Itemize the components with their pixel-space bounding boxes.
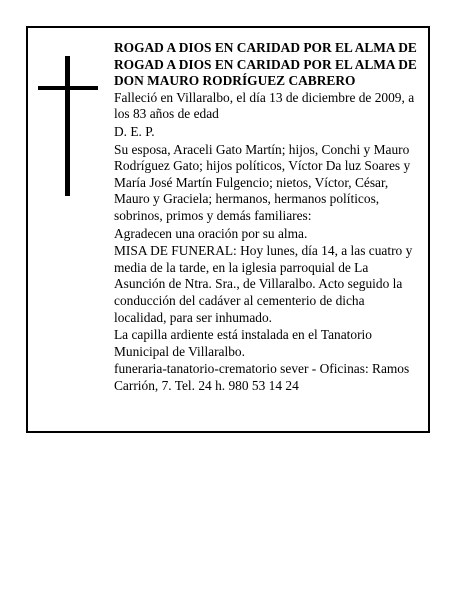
family-list: Su esposa, Araceli Gato Martín; hijos, Conchi y Mauro Rodríguez Gato; hijos políticos, Víctor Da luz Soares y María José Martín Fulgencio; nietos, Víctor, César, Mauro y Graciela; hermanos, hermanos políticos, sobrinos, primos y demás familiares: — [114, 141, 411, 223]
thanks-line: Agradecen una oración por su alma. — [114, 225, 308, 241]
death-announcement: Falleció en Villaralbo, el día 13 de diciembre de 2009, a los 83 años de edad — [114, 89, 415, 122]
cross-horizontal-bar — [38, 86, 98, 90]
cross-vertical-bar — [65, 56, 70, 196]
chapel-location: La capilla ardiente está instalada en el Tanatorio Municipal de Villaralbo. — [114, 327, 372, 359]
deceased-name: DON MAURO RODRÍGUEZ CABRERO — [114, 73, 356, 89]
cross-icon — [38, 56, 98, 196]
rest-in-peace: D. E. P. — [114, 123, 155, 139]
funeral-home-contact: funeraria-tanatorio-crematorio sever - Oficinas: Ramos Carrión, 7. Tel. 24 h. 980 53 14 24 — [114, 361, 410, 393]
prayer-heading: ROGAD A DIOS EN CARIDAD POR EL ALMA DE ROGAD A DIOS EN CARIDAD POR EL ALMA DE — [114, 40, 417, 72]
funeral-mass-details: MISA DE FUNERAL: Hoy lunes, día 14, a las cuatro y media de la tarde, en la iglesia parroquial de La Asunción de Ntra. Sra., de Villaralbo. Acto seguido la conducción del cadáver al cementerio de dicha localidad, para ser inhumado. — [114, 243, 413, 325]
obituary-text — [114, 40, 420, 395]
